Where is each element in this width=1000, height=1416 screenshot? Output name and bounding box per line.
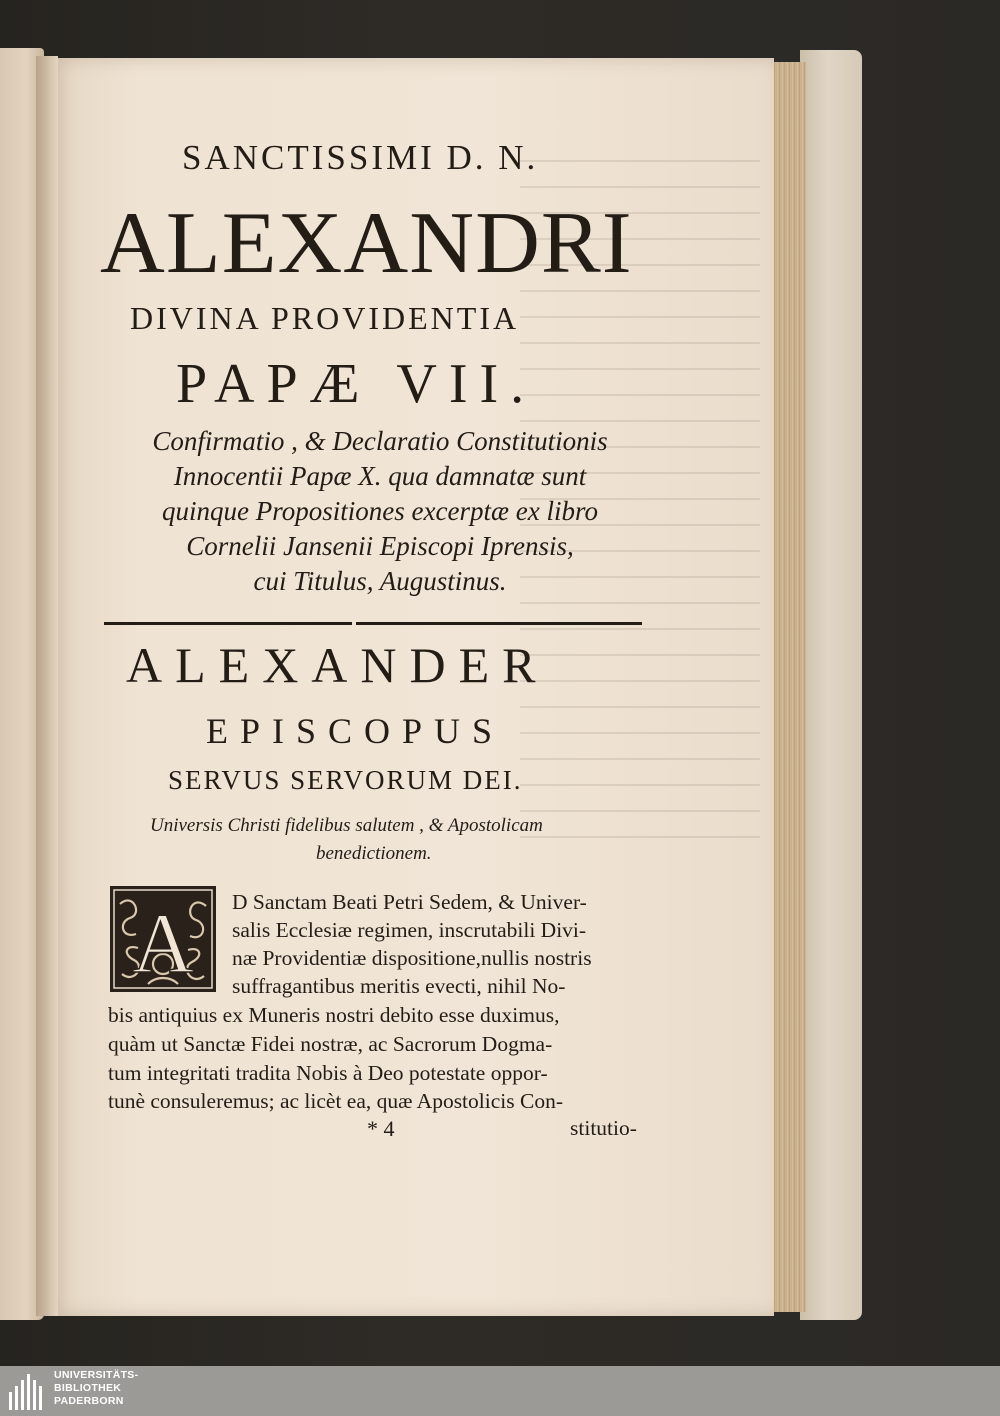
subtitle-line-3: quinque Propositiones excerptæ ex libro: [162, 496, 598, 526]
title-papae: PAPÆ VII.: [176, 353, 537, 415]
body-line: quàm ut Sanctæ Fidei nostræ, ac Sacrorum Dogma-: [108, 1032, 553, 1056]
subtitle-line-4: Cornelii Jansenii Episcopi Iprensis,: [186, 531, 574, 561]
page-gutter: [36, 56, 58, 1316]
body-line: tunè consuleremus; ac licèt ea, quæ Apostolicis Con-: [108, 1089, 563, 1113]
bull-servus: SERVUS SERVORUM DEI.: [168, 765, 523, 795]
rule-left: [104, 622, 352, 625]
rule-right: [356, 622, 642, 625]
bull-alexander: ALEXANDER: [126, 637, 549, 693]
salutation-line-2: benedictionem.: [316, 843, 432, 864]
subtitle-line-2: Innocentii Papæ X. qua damnatæ sunt: [173, 461, 587, 491]
library-footer-bar: [0, 1366, 1000, 1416]
body-line: næ Providentiæ dispositione,nullis nostris: [232, 946, 592, 970]
book-cover-edge: [800, 50, 862, 1320]
title-providentia: DIVINA PROVIDENTIA: [130, 300, 520, 336]
library-name-line-2: BIBLIOTHEK: [54, 1382, 122, 1394]
catchword: stitutio-: [570, 1116, 637, 1140]
body-line: suffragantibus meritis evecti, nihil No-: [232, 974, 566, 998]
decorated-initial: [108, 884, 218, 994]
library-name-line-3: PADERBORN: [54, 1395, 124, 1407]
body-line: D Sanctam Beati Petri Sedem, & Univer-: [232, 890, 587, 914]
library-name: [54, 1369, 138, 1408]
body-line: bis antiquius ex Muneris nostri debito esse duximus,: [108, 1003, 560, 1027]
title-header: SANCTISSIMI D. N.: [182, 138, 539, 177]
initial-letter: A: [131, 895, 195, 991]
library-name-line-1: UNIVERSITÄTS-: [54, 1369, 139, 1381]
body-line: salis Ecclesiæ regimen, inscrutabili Divi-: [232, 918, 587, 942]
bull-episcopus: EPISCOPUS: [206, 711, 505, 751]
signature-mark: * 4: [367, 1116, 395, 1141]
body-line: tum integritati tradita Nobis à Deo potestate oppor-: [108, 1061, 548, 1085]
subtitle-line-5: cui Titulus, Augustinus.: [253, 566, 507, 596]
salutation-line-1: Universis Christi fidelibus salutem , & Apostolicam: [150, 815, 543, 836]
library-logo-icon: [8, 1370, 48, 1412]
subtitle-line-1: Confirmatio , & Declaratio Constitutionis: [152, 426, 608, 456]
title-name: ALEXANDRI: [100, 195, 633, 292]
